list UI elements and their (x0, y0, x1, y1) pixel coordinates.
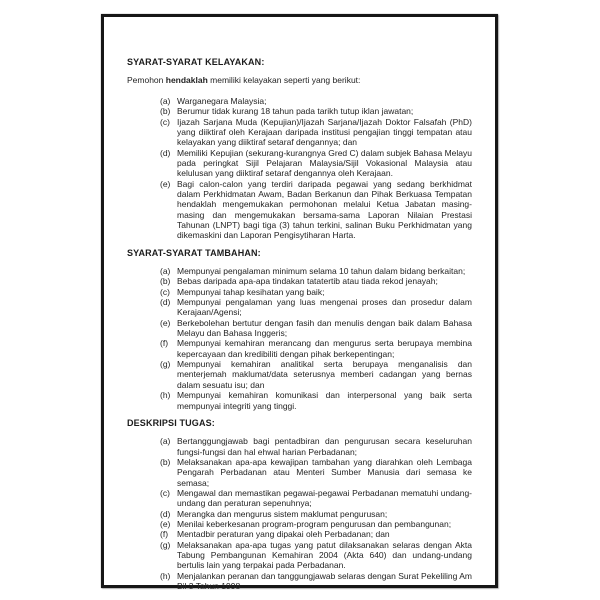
item-text: Mentadbir peraturan yang dipakai oleh Perbadanan; dan (177, 529, 390, 540)
item-text: Mempunyai kemahiran analitikal serta berupaya menganalisis dan menterjemah maklumat/data seterusnya memberi cadangan yang bernas dalam sesuatu isu; dan (177, 359, 472, 390)
intro-text-pre: Pemohon (127, 75, 166, 86)
item-text: Melaksanakan apa-apa tugas yang patut dilaksanakan selaras dengan Akta Tabung Pembangunan Kemahiran 2004 (Akta 640) dan undang-undang bertulis lain yang terpakai pada Perbadanan. (177, 539, 472, 571)
item-label: (a) (160, 436, 171, 447)
list-item (160, 297, 472, 318)
requirement-list (160, 436, 472, 591)
list-item (160, 436, 472, 457)
list-item (160, 148, 472, 179)
section-heading: DESKRIPSI TUGAS: (127, 417, 215, 428)
intro-text-post: memiliki kelayakan seperti yang berikut: (207, 75, 361, 86)
item-text: Ijazah Sarjana Muda (Kepujian)/Ijazah Sarjana/Ijazah Doktor Falsafah (PhD) yang diiktiraf oleh Kerajaan daripada institusi pengajian tinggi tempatan atau kelayakan yang diiktiraf setaraf dengannya; dan (177, 116, 472, 148)
item-text: Bertanggungjawab bagi pentadbiran dan pengurusan secara keseluruhan fungsi-fungsi dan hal ehwal harian Perbadanan; (177, 436, 472, 457)
item-label: (c) (160, 116, 170, 127)
item-label: (g) (160, 359, 171, 370)
list-item (160, 287, 472, 297)
item-label: (e) (160, 519, 171, 529)
list-item (160, 96, 472, 106)
item-label: (e) (160, 317, 171, 328)
requirement-list (160, 96, 472, 241)
item-text: Merangka dan mengurus sistem maklumat pengurusan; (177, 508, 388, 519)
list-item (160, 509, 472, 519)
list-item (160, 338, 472, 359)
item-text: Menjalankan peranan dan tanggungjawab selaras dengan Surat Pekeliling Am Bil 3 Tahun 1998 (177, 570, 472, 592)
document-page (101, 14, 498, 592)
list-item (160, 359, 472, 390)
item-label: (b) (160, 106, 171, 117)
item-label: (a) (160, 95, 171, 106)
item-label: (f) (160, 529, 169, 540)
list-item (160, 318, 472, 339)
list-item (160, 106, 472, 116)
list-item (160, 117, 472, 148)
intro-text-bold: hendaklah (165, 75, 208, 86)
item-text: Berumur tidak kurang 18 tahun pada tarikh tutup iklan jawatan; (177, 106, 414, 117)
list-item (160, 529, 472, 539)
item-text: Menilai keberkesanan program-program pengurusan dan pembangunan; (177, 519, 452, 529)
item-text: Bagi calon-calon yang terdiri daripada pegawai yang sedang berkhidmat dalam Perkhidmatan Awam, Badan Berkanun dan Pihak Berkuasa Tempatan hendaklah mengemukakan permohonan melalui Ketua Jabatan masing-masing dan mengemukakan bersama-sama Laporan Nilaian Prestasi Tahunan (LNPT) bagi tiga (3) tahun terkini, salinan Buku Perkhidmatan yang dikemaskini dan Laporan Pengisytiharan Harta. (177, 178, 472, 241)
item-text: Mempunyai pengalaman yang luas mengenai proses dan prosedur dalam Kerajaan/Agensi; (177, 297, 472, 318)
item-label: (a) (160, 266, 171, 277)
item-label: (h) (160, 390, 171, 401)
list-item (160, 519, 472, 529)
item-text: Mempunyai kemahiran merancang dan mengurus serta berupaya membina kepercayaan dan kredibiliti dengan pihak berkepentingan; (177, 338, 472, 359)
item-text: Mempunyai pengalaman minimum selama 10 tahun dalam bidang berkaitan; (177, 266, 466, 277)
list-item (160, 276, 472, 286)
intro-paragraph (127, 75, 472, 85)
item-text: Memiliki Kepujian (sekurang-kurangnya Gred C) dalam subjek Bahasa Melayu pada peringkat Sijil Pelajaran Malaysia/Sijil Vokasional Malaysia atau kelulusan yang diiktiraf setaraf dengannya oleh Kerajaan. (177, 147, 472, 179)
item-label: (d) (160, 508, 171, 519)
list-item (160, 266, 472, 276)
document-section (127, 57, 472, 241)
item-label: (c) (160, 487, 170, 498)
section-heading: SYARAT-SYARAT TAMBAHAN: (127, 247, 261, 258)
item-text: Bebas daripada apa-apa tindakan tatatertib atau tiada rekod jenayah; (177, 276, 438, 287)
item-label: (b) (160, 276, 171, 287)
item-label: (d) (160, 147, 171, 158)
item-text: Mengawal dan memastikan pegawai-pegawai Perbadanan mematuhi undang-undang dan peraturan sepenuhnya; (177, 487, 472, 509)
item-label: (h) (160, 570, 171, 581)
list-item (160, 540, 472, 571)
item-text: Melaksanakan apa-apa kewajipan tambahan yang diarahkan oleh Lembaga Pengarah Perbadanan atau Menteri Sumber Manusia dari semasa ke semasa; (177, 456, 472, 488)
section-heading: SYARAT-SYARAT KELAYAKAN: (127, 57, 265, 67)
document-section (127, 418, 472, 592)
item-text: Mempunyai kemahiran komunikasi dan interpersonal yang baik serta mempunyai integriti yang tinggi. (177, 390, 472, 411)
item-label: (e) (160, 178, 171, 189)
list-item (160, 571, 472, 592)
requirement-list (160, 266, 472, 411)
list-item (160, 457, 472, 488)
item-label: (c) (160, 286, 170, 297)
item-label: (b) (160, 456, 171, 467)
list-item (160, 179, 472, 241)
item-text: Mempunyai tahap kesihatan yang baik; (177, 286, 325, 297)
document-section (127, 248, 472, 411)
item-label: (d) (160, 297, 171, 308)
item-label: (f) (160, 338, 169, 349)
document-sections (127, 57, 472, 591)
item-label: (g) (160, 539, 171, 550)
item-text: Berkebolehan bertutur dengan fasih dan menulis dengan baik dalam Bahasa Melayu dan Bahasa Inggeris; (177, 317, 472, 339)
item-text: Warganegara Malaysia; (177, 95, 267, 106)
list-item (160, 390, 472, 411)
list-item (160, 488, 472, 509)
